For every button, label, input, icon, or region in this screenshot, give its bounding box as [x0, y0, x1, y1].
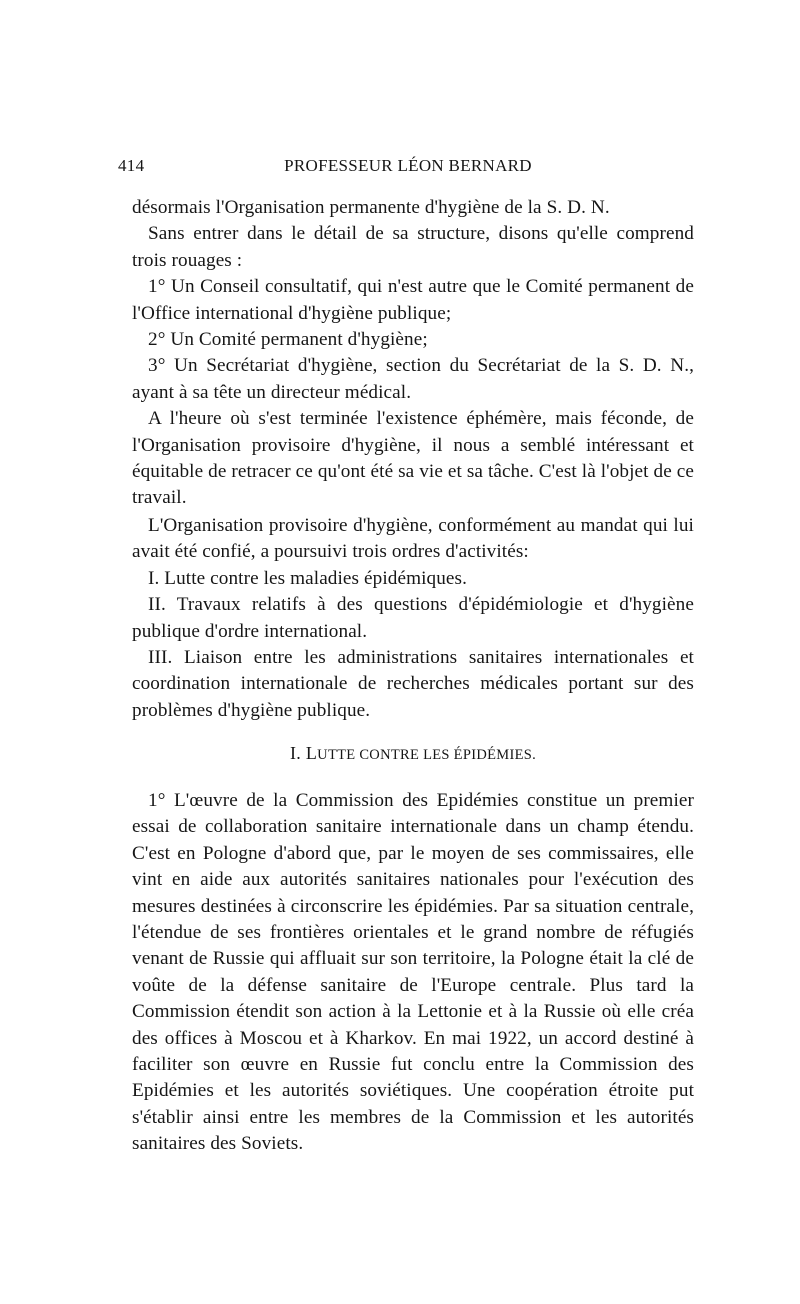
text-block-epidemics — [132, 788, 694, 1158]
page-number: 414 — [118, 156, 145, 175]
list-item: 1° Un Conseil consultatif, qui n'est autre que le Comité permanent de l'Office international d'hygiène publique; — [132, 276, 694, 324]
paragraph: A l'heure où s'est terminée l'existence éphémère, mais féconde, de l'Organisation provisoire d'hygiène, il nous a semblé intéressant et équitable de retracer ce qu'ont été sa vie et sa tâche. C'est là l'objet de ce travail. — [132, 408, 694, 509]
section-heading-rest: UTTE CONTRE LES ÉPIDÉMIES. — [317, 747, 537, 763]
section-heading — [132, 741, 694, 767]
paragraph: désormais l'Organisation permanente d'hygiène de la S. D. N. — [132, 197, 610, 218]
list-item: 3° Un Secrétariat d'hygiène, section du Secrétariat de la S. D. N., ayant à sa tête un directeur médical. — [132, 355, 694, 403]
running-title: PROFESSEUR LÉON BERNARD — [284, 156, 532, 175]
paragraph: Sans entrer dans le détail de sa structure, disons qu'elle comprend trois rouages : — [132, 223, 694, 271]
paragraph: L'Organisation provisoire d'hygiène, conformément au mandat qui lui avait été confié, a poursuivi trois ordres d'activités: — [132, 515, 694, 563]
text-block-intro — [132, 195, 694, 512]
paragraph: 1° L'œuvre de la Commission des Epidémies constitue un premier essai de collaboration sanitaire internationale dans un champ étendu. C'est en Pologne d'abord que, par le moyen de ses commissaires, elle vint en aide aux autorités sanitaires nationales pour l'exécution des mesures destinées à circonscrire les épidémies. Par sa situation centrale, l'étendue de ses frontières orientales et le grand nombre de réfugiés venant de Russie qui affluait sur son territoire, la Pologne était la clé de voûte de la défense sanitaire de l'Europe centrale. Plus tard la Commission étendit son action à la Lettonie et à la Russie où elle créa des offices à Moscou et à Kharkov. En mai 1922, un accord destiné à faciliter son œuvre en Russie fut conclu entre la Commission des Epidémies et les autorités soviétiques. Une coopération étroite put s'établir ainsi entre les membres de la Commission et les autorités sanitaires des Soviets. — [132, 790, 694, 1155]
page-header — [118, 156, 698, 178]
list-item: II. Travaux relatifs à des questions d'épidémiologie et d'hygiène publique d'ordre international. — [132, 594, 694, 642]
text-block-activities — [132, 513, 694, 724]
list-item: 2° Un Comité permanent d'hygiène; — [148, 329, 428, 351]
list-item: III. Liaison entre les administrations sanitaires internationales et coordination internationale de recherches médicales portant sur des problèmes d'hygiène publique. — [132, 647, 694, 721]
list-item: I. Lutte contre les maladies épidémiques. — [148, 567, 467, 589]
section-heading-start: I. L — [289, 743, 318, 763]
